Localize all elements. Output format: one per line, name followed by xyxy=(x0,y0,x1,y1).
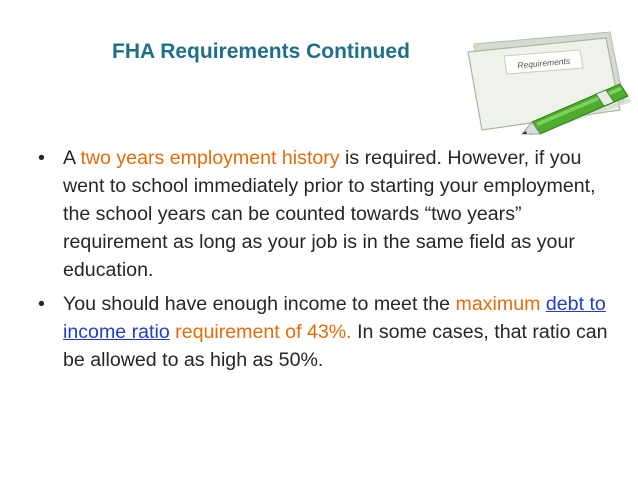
bullet-marker: • xyxy=(38,147,45,169)
bullet-text: In some cases, that ratio can be allowed to as high as 50%. xyxy=(63,321,608,371)
bullet-text: You should have enough income to meet the xyxy=(63,293,456,315)
clipart-paper-text: Requirements xyxy=(516,55,571,71)
slide-title: FHA Requirements Continued xyxy=(112,40,410,63)
bullet-text: is required. However, if you went to school immediately prior to starting your employment, the school years can be counted towards “two years” requirement as long as your job is in the same field as your education. xyxy=(63,147,596,281)
highlight-employment-history: two years employment history xyxy=(80,147,340,169)
requirements-clipboard-icon xyxy=(460,30,638,140)
bullet-item-income-ratio xyxy=(38,290,618,374)
debt-to-income-ratio-link[interactable]: debt to income ratio xyxy=(63,293,606,343)
bullet-item-employment-history xyxy=(38,144,618,284)
bullet-marker: • xyxy=(38,293,45,315)
bullet-list xyxy=(38,144,618,380)
highlight-maximum: maximum xyxy=(455,293,546,315)
bullet-text: A xyxy=(63,147,81,169)
highlight-requirement-43: requirement of 43%. xyxy=(169,321,352,343)
